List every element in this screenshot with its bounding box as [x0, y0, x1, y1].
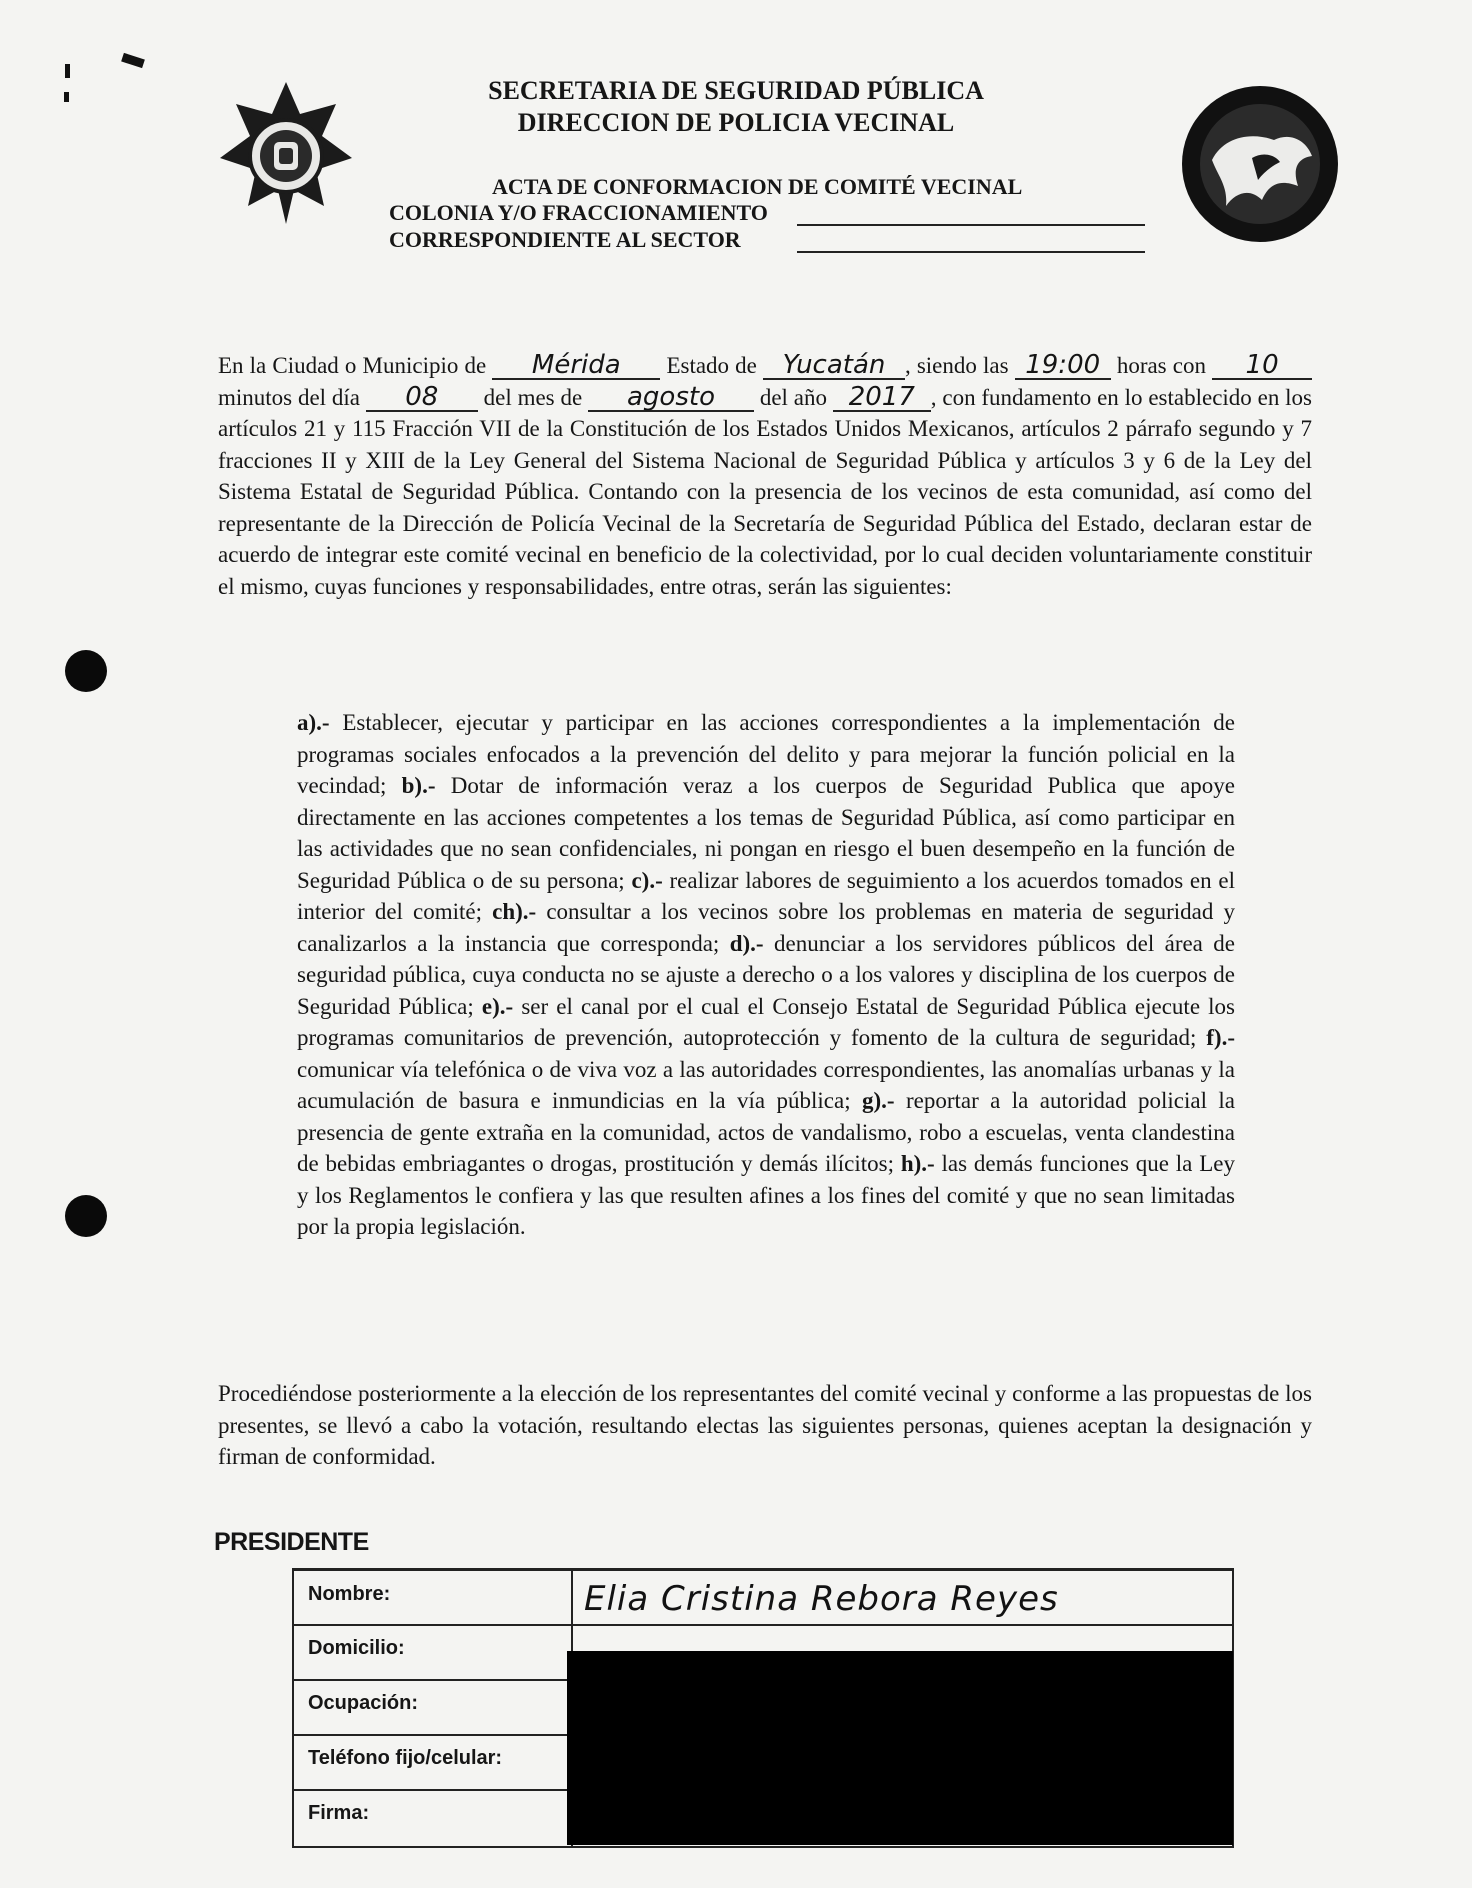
domicilio-label: Domicilio: — [308, 1637, 405, 1659]
scan-speck — [121, 53, 145, 68]
function-text: realizar labores de seguimiento a los acuerdos tomados en el interior del comité; — [297, 867, 1235, 924]
function-key: g).- — [861, 1088, 895, 1113]
intro-text: del año — [759, 384, 827, 410]
handwritten-city: Mérida — [492, 352, 660, 380]
functions-paragraph — [297, 707, 1235, 1243]
function-text: Dotar de información veraz a los cuerpos de Seguridad Publica que apoye directamente en las acciones competentes a los temas de Seguridad Pública, así como participar en las actividades que no sean confidenciales, ni pongan en riesgo el buen desempeño en la función de Seguridad Pública o de su persona; — [297, 773, 1235, 893]
handwritten-minutes: 10 — [1212, 352, 1312, 380]
sector-fill-line — [797, 251, 1145, 253]
punch-hole-bottom — [65, 1195, 107, 1237]
handwritten-hour: 19:00 — [1015, 352, 1111, 380]
intro-text: En la Ciudad o Municipio de — [218, 353, 487, 378]
function-key: b).- — [401, 773, 436, 798]
ocupacion-label: Ocupación: — [308, 1692, 419, 1714]
intro-text: minutos del día — [218, 384, 360, 410]
intro-text: Estado de — [666, 353, 757, 378]
punch-hole-top — [65, 650, 107, 692]
handwritten-month: agosto — [588, 384, 754, 412]
colonia-label: COLONIA Y/O FRACCIONAMIENTO — [389, 200, 768, 225]
function-key: d).- — [729, 930, 764, 956]
handwritten-president-name: Elia Cristina Rebora Reyes — [584, 1579, 1059, 1619]
function-text: denunciar a los servidores públicos del área de seguridad pública, cuya conducta no se ajuste a derecho o a los valores y disciplina de los cuerpos de Seguridad Pública; — [297, 930, 1235, 1019]
intro-paragraph — [218, 350, 1312, 602]
handwritten-state: Yucatán — [763, 352, 905, 380]
function-text: Establecer, ejecutar y participar en las acciones correspondientes a la implementación de programas sociales enfocados a la prevención del delito y para mejorar la función policial en la vecindad; — [297, 710, 1235, 798]
closing-paragraph: Procediéndose posteriormente a la elección de los representantes del comité vecinal y conforme a las propuestas de los presentes, se llevó a cabo la votación, resultando electas las siguientes personas, quienes aceptan la designación y firman de conformidad. — [218, 1381, 1312, 1469]
nombre-label: Nombre: — [308, 1583, 391, 1605]
colonia-fill-line — [797, 224, 1145, 226]
function-key: h).- — [900, 1151, 935, 1176]
function-key: f).- — [1206, 1025, 1235, 1050]
yucatan-seal-logo — [1178, 82, 1342, 246]
function-key: ch).- — [492, 899, 537, 924]
telefono-label: Teléfono fijo/celular: — [308, 1747, 503, 1769]
function-key: e).- — [481, 993, 514, 1019]
redaction-block — [567, 1651, 1233, 1845]
intro-text: , siendo las — [904, 353, 1009, 378]
intro-text: , con fundamento en lo establecido en los artículos 21 y 115 Fracción VII de la Constitución de los Estados Unidos Mexicanos, artículos 2 párrafo segundo y 7 fracciones II y XIII de la Ley General del Sistema Nacional de Seguridad Pública y artículos 3 y 6 de la Ley del Sistema Estatal de Seguridad Pública. Contando con la presencia de los vecinos de esta comunidad, así como del representante de la Dirección de Policía Vecinal de la Secretaría de Seguridad Pública del Estado, declaran estar de acuerdo de integrar este comité vecinal en beneficio de la colectividad, por lo cual deciden voluntariamente constituir el mismo, cuyas funciones y responsabilidades, entre otras, serán las siguientes: — [218, 384, 1312, 599]
intro-text: horas con — [1116, 353, 1206, 378]
function-text: las demás funciones que la Ley y los Reglamentos le confiera y las que resulten afines a los fines del comité y que no sean limitadas por la propia legislación. — [297, 1151, 1235, 1239]
act-title: ACTA DE CONFORMACION DE COMITÉ VECINAL — [492, 174, 1023, 199]
function-key: a).- — [297, 710, 330, 735]
firma-label: Firma: — [308, 1802, 370, 1824]
header-title-line2: DIRECCION DE POLICIA VECINAL — [517, 108, 955, 137]
header-title-line1: SECRETARIA DE SEGURIDAD PÚBLICA — [488, 76, 984, 105]
handwritten-year: 2017 — [833, 384, 931, 412]
function-text: consultar a los vecinos sobre los problemas en materia de seguridad y canalizarlos a la instancia que corresponda; — [297, 899, 1236, 956]
function-text: comunicar vía telefónica o de viva voz a las autoridades correspondientes, las anomalías urbanas y la acumulación de basura e inmundicias en la vía pública; — [297, 1056, 1235, 1113]
handwritten-day: 08 — [366, 384, 478, 412]
table-row-divider — [294, 1624, 1232, 1626]
intro-text: del mes de — [483, 384, 583, 410]
sector-label: CORRESPONDIENTE AL SECTOR — [389, 227, 741, 252]
function-text: ser el canal por el cual el Consejo Estatal de Seguridad Pública ejecute los programas comunitarios de prevención, autoprotección y fomento de la cultura de seguridad; — [297, 993, 1236, 1050]
function-text: reportar a la autoridad policial la presencia de gente extraña en la comunidad, actos de vandalismo, robo a escuelas, venta clandestina de bebidas embriagantes o drogas, prostitución y demás ilícitos; — [297, 1088, 1235, 1176]
president-section-title: PRESIDENTE — [214, 1528, 369, 1556]
function-key: c).- — [631, 867, 663, 893]
